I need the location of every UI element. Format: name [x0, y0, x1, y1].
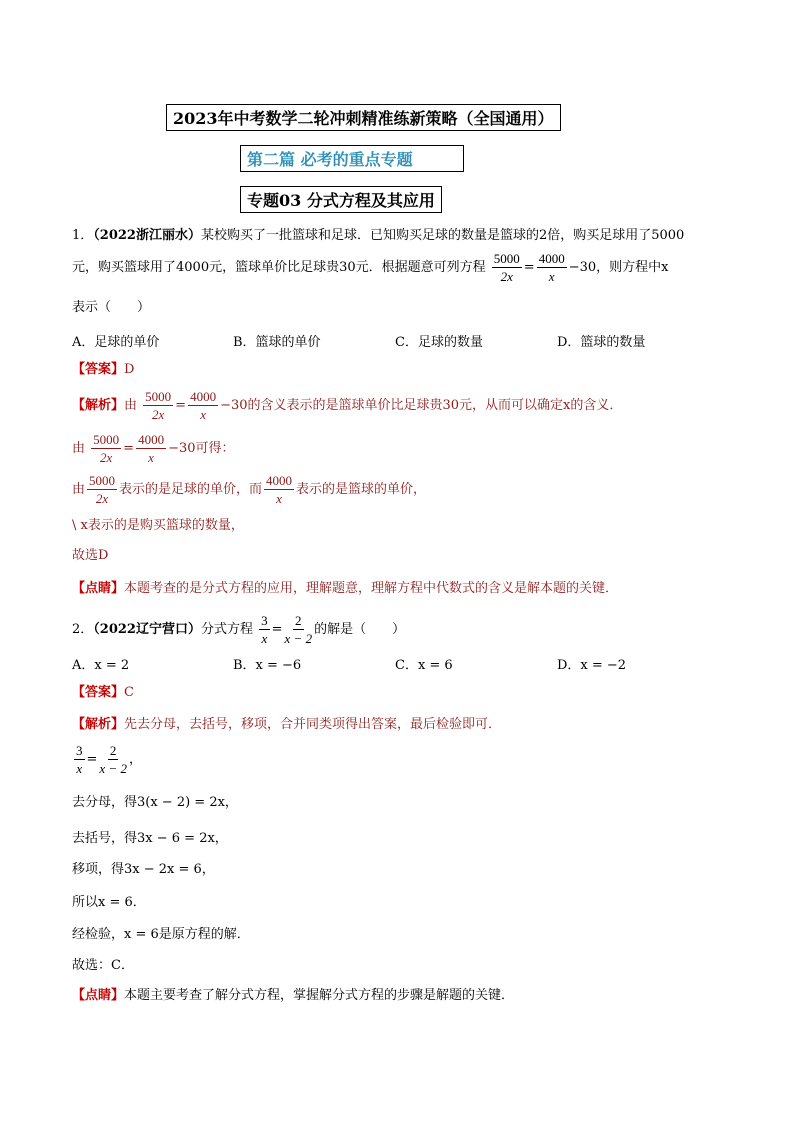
q2-step-3: 去括号，得3x − 6 = 2x， [72, 831, 228, 846]
q2-step-7: 故选：C． [72, 958, 134, 973]
q1-analysis-line5: 故选D [72, 548, 109, 563]
part-heading: 第二篇 必考的重点专题 [240, 145, 464, 172]
q2-step-4: 移项，得3x − 2x = 6， [72, 862, 215, 877]
q2-option-a: A．x = 2 [72, 658, 130, 673]
q1-analysis-line2: 由 $\frac{5000}{2x}$ = $\frac{4000}{x}$ −30可得： [72, 432, 235, 465]
document-title: 2023年中考数学二轮冲刺精准练新策略（全国通用） [166, 104, 561, 131]
q2-answer: 【答案】C [72, 685, 134, 700]
q2-step-5: 所以x = 6． [72, 895, 146, 910]
q1-option-b: B．篮球的单价 [233, 335, 321, 350]
q1-analysis-line4: \ x表示的是购买篮球的数量， [72, 518, 244, 533]
q2-analysis-line1: 【解析】先去分母，去括号，移项，合并同类项得出答案，最后检验即可． [72, 717, 502, 732]
q2-comment: 【点睛】本题主要考查了解分式方程，掌握解分式方程的步骤是解题的关键． [72, 988, 515, 1003]
q1-option-a: A．足球的单价 [72, 335, 160, 350]
q1-analysis-line1: 【解析】由 $\frac{5000}{2x}$ = $\frac{4000}{x}$ −30的含义表示的是篮球单价比足球贵30元，从而可以确定x的含义． [72, 389, 623, 422]
topic-heading: 专题03 分式方程及其应用 [240, 186, 442, 213]
q1-comment: 【点睛】本题考查的是分式方程的应用，理解题意，理解方程中代数式的含义是解本题的关键． [72, 581, 619, 596]
q1-answer: 【答案】D [72, 362, 135, 377]
q1-option-c: C．足球的数量 [395, 335, 483, 350]
q2-step-6: 经检验，x = 6是原方程的解． [72, 927, 250, 942]
q2-option-b: B．x = −6 [233, 658, 302, 673]
q1-stem-line3: 表示（ ） [72, 300, 151, 315]
q2-step-1: $\frac{3}{x}$ = $\frac{2}{x - 2}$ ， [76, 743, 142, 776]
q2-step-2: 去分母，得3(x − 2) = 2x， [72, 795, 238, 810]
q2-option-d: D．x = −2 [557, 658, 627, 673]
q2-stem: 2．（2022辽宁营口）分式方程 $\frac{3}{x}$ = $\frac{2}{x - 2}$ 的解是（ ） [72, 613, 406, 646]
q1-option-d: D．篮球的数量 [557, 335, 646, 350]
q1-stem-line1: 1．（2022浙江丽水）某校购买了一批篮球和足球．已知购买足球的数量是篮球的2倍，购买足球用了5000 [72, 228, 685, 243]
q1-analysis-line3: 由 $\frac{5000}{2x}$ 表示的是足球的单价，而 $\frac{4000}{x}$ 表示的是篮球的单价， [72, 473, 427, 506]
q1-stem-line2: 元，购买篮球用了4000元，篮球单价比足球贵30元．根据题意可列方程 $\frac{5000}{2x}$ = $\frac{4000}{x}$ −30，则方程中x [72, 251, 669, 284]
q2-option-c: C．x = 6 [395, 658, 453, 673]
